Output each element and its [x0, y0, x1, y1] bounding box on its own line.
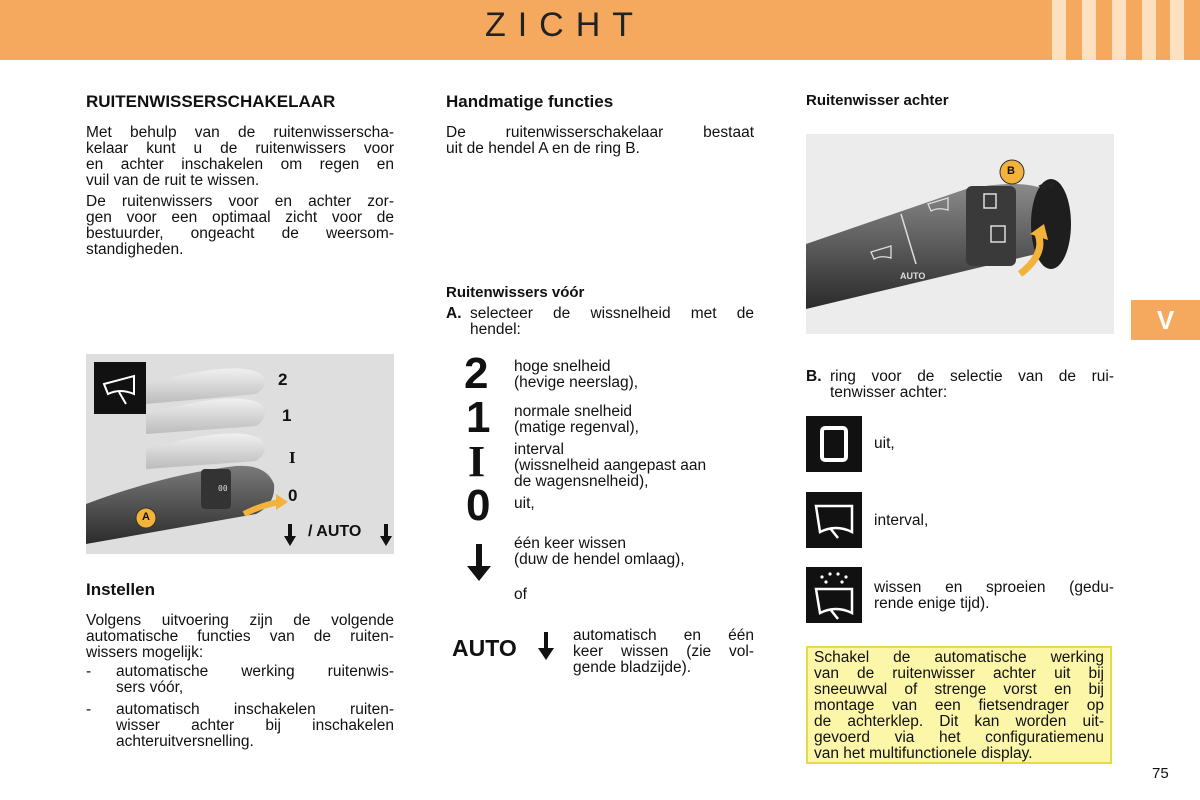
- speed-1-label: normale snelheid (matige regenval),: [514, 403, 639, 436]
- rear-interval-label: interval,: [874, 512, 929, 529]
- rear-wash-label: wissen en sproeien (gedu- rende enige tijd).: [874, 579, 1114, 612]
- speed-2-label: hoge snelheid (hevige neerslag),: [514, 358, 639, 391]
- settings-heading: Instellen: [86, 580, 155, 599]
- front-wipers-heading: Ruitenwissers vóór: [446, 284, 585, 301]
- front-wiper-lever-figure: [86, 354, 394, 554]
- lever-label-0: 0: [288, 486, 298, 505]
- page-title: ZICHT: [484, 6, 646, 44]
- lever-label-1: 1: [282, 406, 292, 425]
- settings-paragraph: Volgens uitvoering zijn de volgende automatische functies van de ruiten- wissers mogelijk:: [86, 612, 394, 661]
- auto-label: automatisch en één keer wissen (zie vol- gende bladzijde).: [573, 627, 754, 676]
- rear-auto-note: Schakel de automatische werking van de ruitenwisser achter uit bij sneeuwval of strenge vorst en bij montage van een fietsendrager op de achterklep. Dit kan worden uit- gevoerd via het configuratiemenu van het multifunctionele display.: [806, 646, 1112, 764]
- auto-down-arrow-icon: [538, 632, 554, 667]
- interval-label: interval (wissnelheid aangepast aan de wagensnelheid),: [514, 441, 707, 490]
- bullet-item-rear: - automatisch inschakelen ruiten- wisser achter bij inschakelen achteruitversnelling.: [86, 701, 394, 750]
- manual-intro: De ruitenwisserschakelaar bestaat uit de hendel A en de ring B.: [446, 124, 754, 157]
- visibility-paragraph: De ruitenwissers voor en achter zor- gen voor een optimaal zicht voor de bestuurder, ongeacht de weersom- standigheden.: [86, 193, 394, 258]
- down-arrow-icon: [466, 544, 492, 587]
- interval-symbol: I: [468, 437, 486, 486]
- ring-label-auto: AUTO: [900, 271, 926, 281]
- off-label: uit,: [514, 495, 535, 512]
- ring-label-b: B: [1007, 165, 1015, 177]
- b-instruction: B. ring voor de selectie van de rui- tenwisser achter:: [806, 368, 1114, 401]
- svg-text:00: 00: [218, 484, 228, 493]
- rear-wiper-heading: Ruitenwisser achter: [806, 92, 949, 109]
- lever-label-2: 2: [278, 370, 288, 389]
- a-instruction: A. selecteer de wissnelheid met de hendel:: [446, 305, 754, 338]
- speed-2-symbol: 2: [464, 349, 489, 398]
- section-heading-wiper-switch: RUITENWISSERSCHAKELAAR: [86, 92, 336, 111]
- auto-symbol: AUTO: [452, 635, 517, 661]
- rear-off-icon: [806, 416, 862, 472]
- single-wipe-label: één keer wissen (duw de hendel omlaag),: [514, 535, 685, 568]
- manual-functions-heading: Handmatige functies: [446, 92, 614, 111]
- page-number: 75: [1152, 765, 1169, 782]
- lever-label-a: A: [142, 511, 150, 523]
- rear-off-label: uit,: [874, 435, 895, 452]
- lever-label-interval: I: [289, 448, 296, 467]
- rear-interval-icon: [806, 492, 862, 548]
- ring-illustration: [806, 134, 1114, 334]
- intro-paragraph: Met behulp van de ruitenwisserscha- kelaar kunt u de ruitenwissers voor en achter inschakelen om regen en vuil van de ruit te wissen.: [86, 124, 394, 189]
- or-label: of: [514, 586, 527, 603]
- off-symbol: 0: [466, 481, 491, 530]
- page-header: [0, 0, 1200, 60]
- chapter-tab: V: [1131, 300, 1200, 340]
- rear-wiper-ring-figure: [806, 134, 1114, 334]
- lever-label-auto: / AUTO: [308, 523, 362, 540]
- speed-1-symbol: 1: [466, 393, 491, 442]
- rear-wash-icon: [806, 567, 862, 623]
- bullet-item-front: - automatische werking ruitenwis- sers vóór,: [86, 663, 394, 696]
